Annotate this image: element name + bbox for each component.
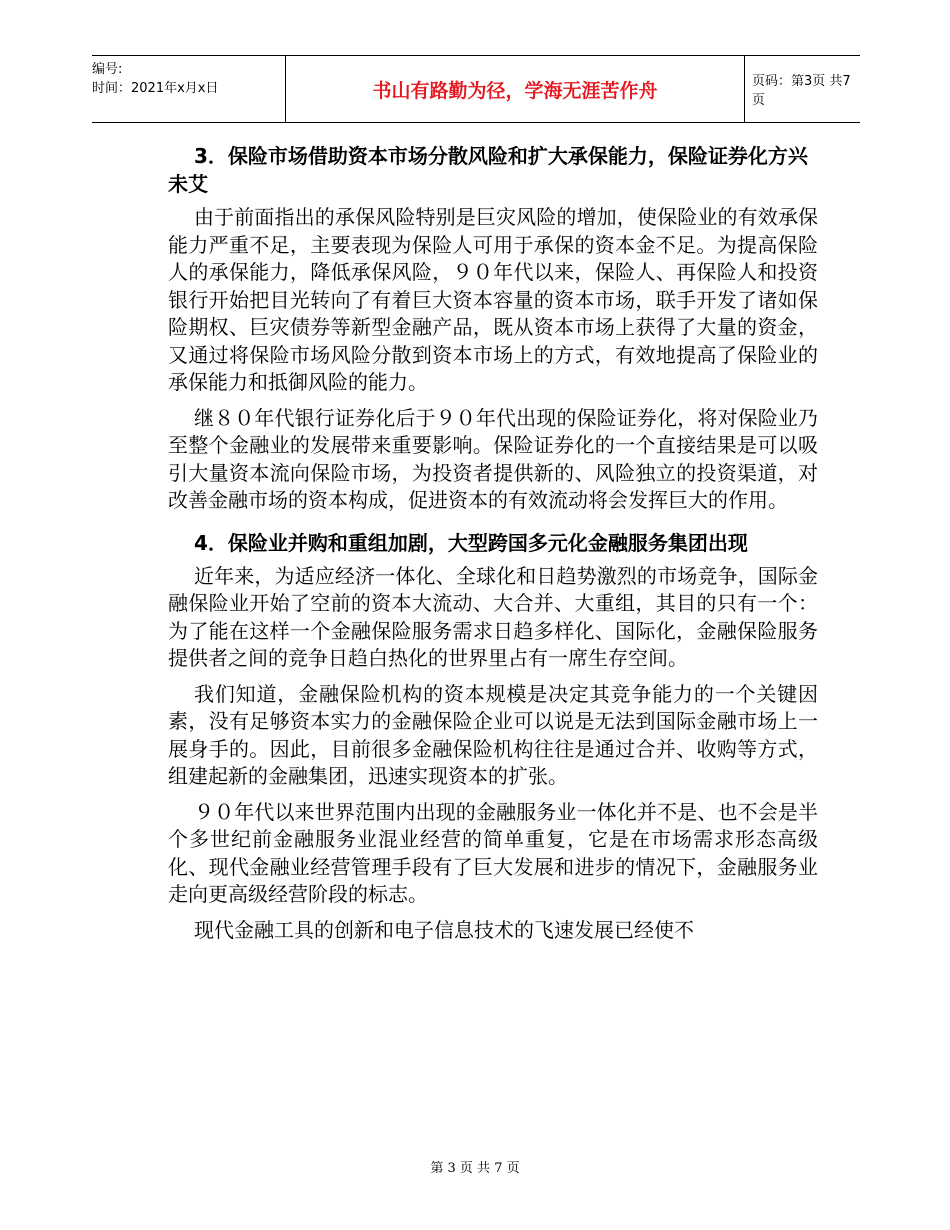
document-body	[168, 142, 818, 952]
section-heading: 4．保险业并购和重组加剧，大型跨国多元化金融服务集团出现	[194, 530, 748, 555]
document-number-label: 编号:	[92, 62, 123, 77]
paragraph: 我们知道，金融保险机构的资本规模是决定其竞争能力的一个关键因素，没有足够资本实力的金融保险企业可以说是无法到国际金融市场上一展身手的。因此，目前很多金融保险机构往往是通过合并、收购等方式，组建起新的金融集团，迅速实现资本的扩张。	[168, 681, 818, 788]
paragraph: 继８０年代银行证券化后于９０年代出现的保险证券化，将对保险业乃至整个金融业的发展带来重要影响。保险证券化的一个直接结果是可以吸引大量资本流向保险市场，为投资者提供新的、风险独立的投资渠道，对改善金融市场的资本构成，促进资本的有效流动将会发挥巨大的作用。	[168, 405, 818, 512]
paragraph: 由于前面指出的承保风险特别是巨灾风险的增加，使保险业的有效承保能力严重不足，主要表现为保险人可用于承保的资本金不足。为提高保险人的承保能力，降低承保风险，９０年代以来，保险人、再保险人和投资银行开始把目光转向了有着巨大资本容量的资本市场，联手开发了诸如保险期权、巨灾债券等新型金融产品，既从资本市场上获得了大量的资金，又通过将保险市场风险分散到资本市场上的方式，有效地提高了保险业的承保能力和抵御风险的能力。	[168, 205, 818, 394]
header-meta	[92, 56, 285, 126]
paragraph: 近年来，为适应经济一体化、全球化和日趋势激烈的市场竞争，国际金融保险业开始了空前的资本大流动、大合并、大重组，其目的只有一个：为了能在这样一个金融保险服务需求日趋多样化、国际化，金融保险服务提供者之间的竞争日趋白热化的世界里占有一席生存空间。	[168, 563, 818, 670]
document-time-label: 时间：2021年x月x日	[92, 81, 219, 96]
paragraph: 现代金融工具的创新和电子信息技术的飞速发展已经使不	[194, 917, 694, 942]
section-heading: 3．保险市场借助资本市场分散风险和扩大承保能力，保险证券化方兴未艾	[168, 144, 808, 196]
page-header	[92, 55, 860, 123]
paragraph: ９０年代以来世界范围内出现的金融服务业一体化并不是、也不会是半个多世纪前金融服务业混业经营的简单重复，它是在市场需求形态高级化、现代金融业经营管理手段有了巨大发展和进步的情况下，金融服务业走向更高级经营阶段的标志。	[168, 799, 818, 906]
header-page-info: 页码：第3页 共7页	[752, 74, 851, 108]
header-motto: 书山有路勤为径，学海无涯苦作舟	[285, 56, 745, 122]
page-footer: 第 3 页 共 7 页	[430, 1161, 520, 1176]
